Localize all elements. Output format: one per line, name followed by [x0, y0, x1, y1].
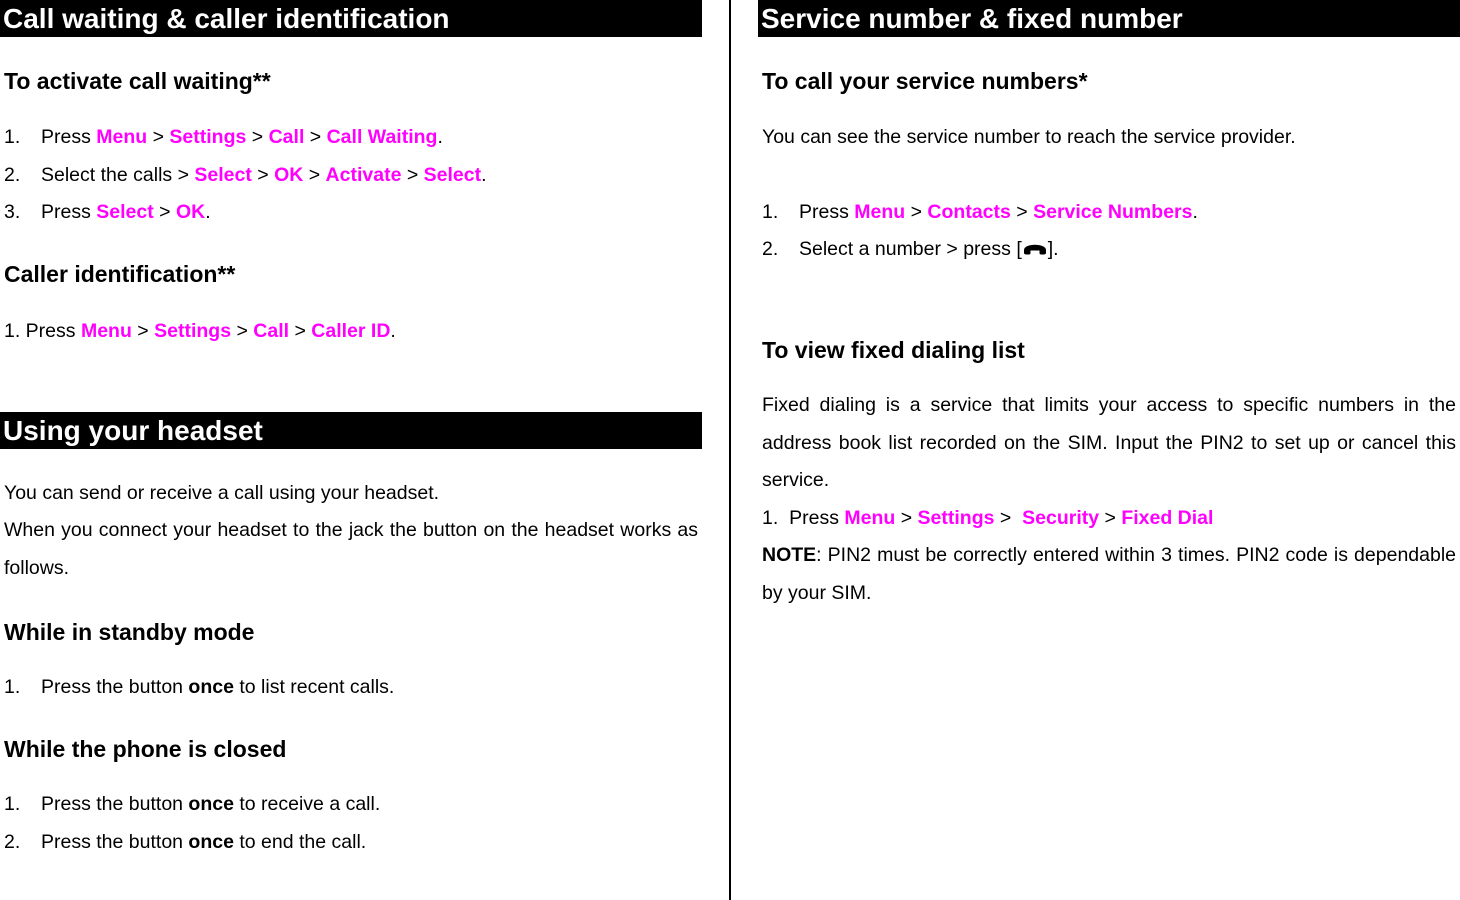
- heading-phone-closed: While the phone is closed: [4, 736, 287, 762]
- section-title-service-number: Service number & fixed number: [758, 0, 1460, 37]
- note-label: NOTE: [762, 544, 817, 566]
- step-cw-2: 2. Select the calls > Select > OK > Activate > Select.: [4, 164, 487, 186]
- step-closed-1: 1. Press the button once to receive a call.: [4, 793, 381, 815]
- heading-standby-mode: While in standby mode: [4, 619, 255, 645]
- note-paragraph: [762, 537, 1456, 612]
- headset-intro-2: When you connect your headset to the jack the button on the headset works as follows.: [4, 519, 698, 579]
- column-divider: [729, 0, 731, 900]
- heading-caller-identification: Caller identification**: [4, 261, 236, 287]
- step-service-1: 1. Press Menu > Contacts > Service Numbers.: [762, 201, 1198, 223]
- heading-call-service-numbers: To call your service numbers*: [762, 68, 1088, 94]
- step-fixed-dial: 1. Press Menu > Settings > Security > Fixed Dial: [762, 507, 1214, 529]
- heading-activate-call-waiting: To activate call waiting**: [4, 68, 271, 94]
- headset-intro-1: You can send or receive a call using your headset.: [4, 482, 440, 504]
- phone-call-icon: [1022, 239, 1048, 258]
- step-cw-3: 3. Press Select > OK.: [4, 201, 211, 223]
- section-title-headset: Using your headset: [0, 412, 702, 449]
- step-cw-1: 1. Press Menu > Settings > Call > Call Waiting.: [4, 126, 443, 148]
- service-description: You can see the service number to reach the service provider.: [762, 126, 1296, 148]
- note-text: : PIN2 must be correctly entered within 3 times. PIN2 code is dependable by your SIM.: [762, 544, 1456, 604]
- step-standby-1: 1. Press the button once to list recent calls.: [4, 676, 395, 698]
- heading-fixed-dialing: To view fixed dialing list: [762, 337, 1025, 363]
- section-title-call-waiting: Call waiting & caller identification: [0, 0, 702, 37]
- fixed-dialing-description: Fixed dialing is a service that limits your access to specific numbers in the address book list recorded on the SIM. Input the PIN2 to set up or cancel this service.: [762, 394, 1456, 491]
- step-caller-id: 1. Press Menu > Settings > Call > Caller ID.: [4, 320, 396, 342]
- step-closed-2: 2. Press the button once to end the call.: [4, 831, 367, 853]
- step-service-2: 2. Select a number > press [ ].: [762, 238, 1059, 260]
